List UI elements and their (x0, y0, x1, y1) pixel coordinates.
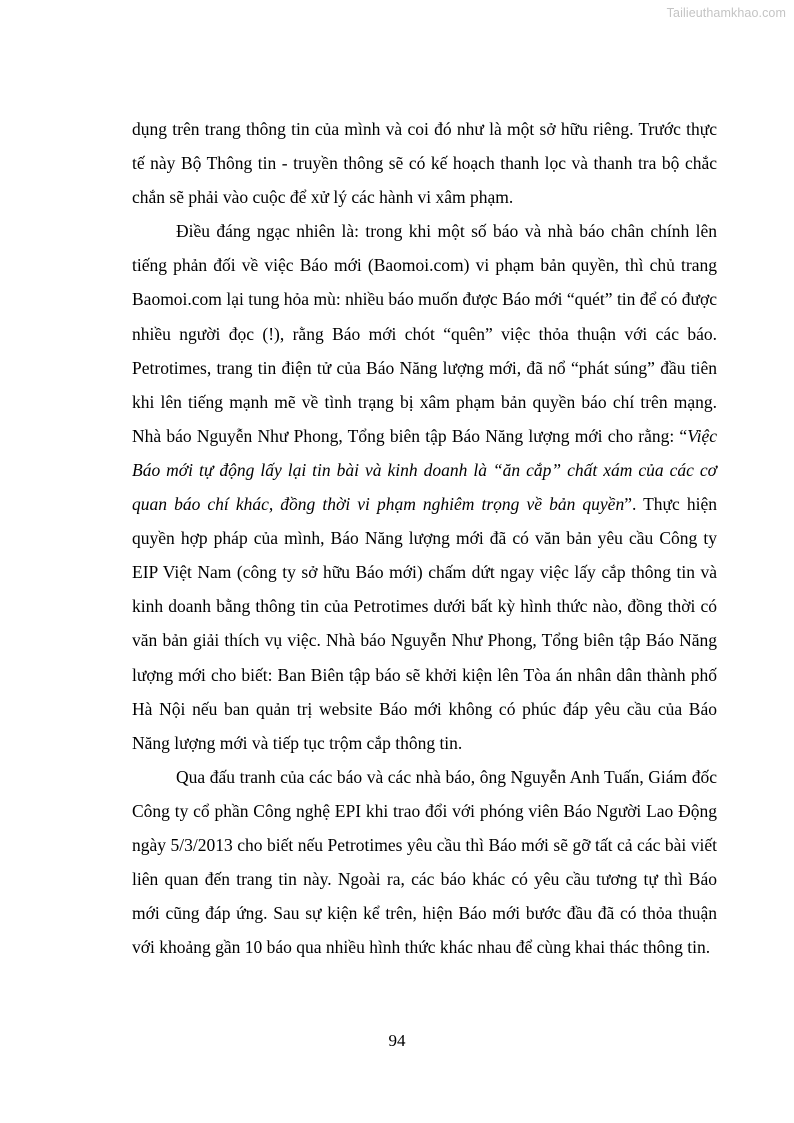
italic-quote: Việc Báo mới tự động lấy lại tin bài và kinh doanh là “ăn cắp” chất xám của các cơ quan báo chí khác, đồng thời vi phạm nghiêm trọng về bản quyền (132, 425, 717, 515)
document-body (132, 112, 717, 964)
paragraph-continuation: dụng trên trang thông tin của mình và coi đó như là một sở hữu riêng. Trước thực tế này Bộ Thông tin - truyền thông sẽ có kế hoạch thanh lọc và thanh tra bộ chắc chắn sẽ phải vào cuộc để xử lý các hành vi xâm phạm. (132, 119, 717, 208)
paragraph-epi-response: Qua đấu tranh của các báo và các nhà báo, ông Nguyễn Anh Tuấn, Giám đốc Công ty cổ phần Công nghệ EPI khi trao đổi với phóng viên Báo Người Lao Động ngày 5/3/2013 cho biết nếu Petrotimes yêu cầu thì Báo mới sẽ gỡ tất cả các bài viết liên quan đến trang tin này. Ngoài ra, các báo khác có yêu cầu tương tự thì Báo mới cũng đáp ứng. Sau sự kiện kể trên, hiện Báo mới bước đầu đã có thỏa thuận với khoảng gần 10 báo qua nhiều hình thức khác nhau để cùng khai thác thông tin. (132, 766, 717, 958)
paragraph-baomoi-copyright (132, 214, 717, 760)
paragraph-text-before-quote: Điều đáng ngạc nhiên là: trong khi một số báo và nhà báo chân chính lên tiếng phản đối về việc Báo mới (Baomoi.com) vi phạm bản quyền, thì chủ trang Baomoi.com lại tung hỏa mù: nhiều báo muốn được Báo mới “quét” tin để có được nhiều người đọc (!), rằng Báo mới chót “quên” việc thỏa thuận với các báo. Petrotimes, trang tin điện tử của Báo Năng lượng mới, đã nổ “phát súng” đầu tiên khi lên tiếng mạnh mẽ về tình trạng bị xâm phạm bản quyền báo chí trên mạng. Nhà báo Nguyễn Như Phong, Tổng biên tập Báo Năng lượng mới cho rằng: “ (132, 221, 717, 446)
paragraph-text-after-quote: ”. Thực hiện quyền hợp pháp của mình, Báo Năng lượng mới đã có văn bản yêu cầu Công ty EIP Việt Nam (công ty sở hữu Báo mới) chấm dứt ngay việc lấy cắp thông tin và kinh doanh bằng thông tin của Petrotimes dưới bất kỳ hình thức nào, đồng thời có văn bản giải thích vụ việc. Nhà báo Nguyễn Như Phong, Tổng biên tập Báo Năng lượng mới cho biết: Ban Biên tập báo sẽ khởi kiện lên Tòa án nhân dân thành phố Hà Nội nếu ban quản trị website Báo mới không có phúc đáp yêu cầu của Báo Năng lượng mới và tiếp tục trộm cắp thông tin. (132, 494, 717, 753)
watermark: Tailieuthamkhao.com (666, 6, 786, 20)
page-number: 94 (388, 1031, 406, 1050)
